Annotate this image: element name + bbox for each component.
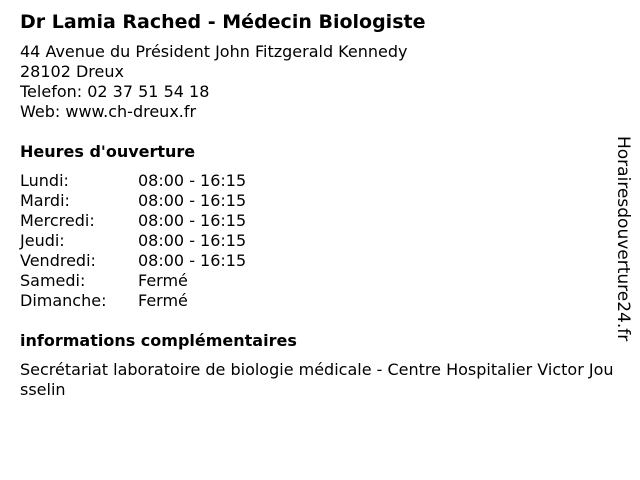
hours-table: [20, 171, 612, 311]
info-heading: informations complémentaires: [20, 331, 297, 350]
time-value: Fermé: [138, 291, 188, 310]
watermark-text: Horairesdouverture24.fr: [613, 136, 633, 342]
day-label: Vendredi:: [20, 251, 96, 270]
day-label: Mardi:: [20, 191, 70, 210]
hours-row: [20, 211, 612, 231]
website: Web: www.ch-dreux.fr: [20, 102, 197, 121]
business-card: [20, 11, 612, 400]
hours-row: [20, 171, 612, 191]
time-value: 08:00 - 16:15: [138, 211, 247, 230]
hours-row: [20, 191, 612, 211]
hours-row: [20, 291, 612, 311]
day-label: Jeudi:: [20, 231, 65, 250]
day-label: Samedi:: [20, 271, 86, 290]
time-value: 08:00 - 16:15: [138, 171, 247, 190]
city: 28102 Dreux: [20, 62, 124, 81]
time-value: 08:00 - 16:15: [138, 191, 247, 210]
hours-row: [20, 231, 612, 251]
day-label: Mercredi:: [20, 211, 95, 230]
time-value: Fermé: [138, 271, 188, 290]
hours-heading: Heures d'ouverture: [20, 142, 196, 161]
time-value: 08:00 - 16:15: [138, 231, 247, 250]
info-text: Secrétariat laboratoire de biologie médicale - Centre Hospitalier Victor Jousselin: [20, 360, 614, 399]
street-address: 44 Avenue du Président John Fitzgerald Kennedy: [20, 42, 408, 61]
phone-number: Telefon: 02 37 51 54 18: [20, 82, 210, 101]
address-block: [20, 42, 612, 122]
page-title: Dr Lamia Rached - Médecin Biologiste: [20, 11, 426, 33]
hours-row: [20, 251, 612, 271]
hours-row: [20, 271, 612, 291]
time-value: 08:00 - 16:15: [138, 251, 247, 270]
day-label: Lundi:: [20, 171, 69, 190]
day-label: Dimanche:: [20, 291, 107, 310]
